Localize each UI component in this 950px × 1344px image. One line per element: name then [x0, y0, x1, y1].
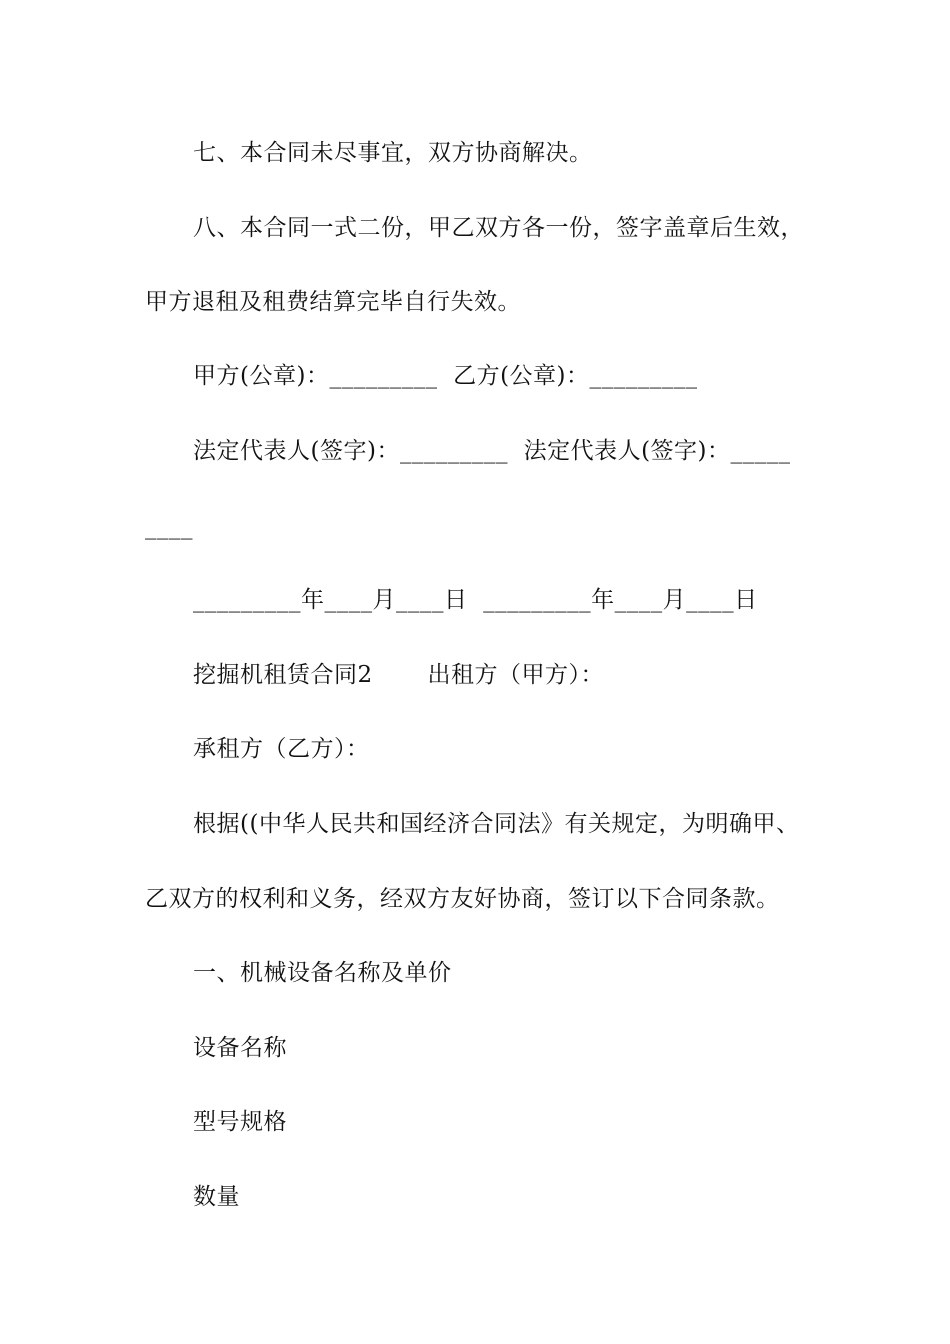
model-spec-label: 型号规格 — [193, 1109, 287, 1135]
clause-8-text: 八、本合同一式二份，甲乙双方各一份，签字盖章后生效， — [193, 215, 804, 241]
clause-7-text: 七、本合同未尽事宜，双方协商解决。 — [193, 140, 593, 166]
section-1-heading: 一、机械设备名称及单价 — [193, 960, 452, 986]
equipment-name-label: 设备名称 — [193, 1035, 287, 1061]
clause-8-continuation: 甲方退租及租费结算完毕自行失效。 — [145, 289, 521, 315]
preamble-text: 根据((中华人民共和国经济合同法》有关规定，为明确甲、 — [193, 811, 800, 837]
quantity-label: 数量 — [193, 1184, 240, 1210]
lessee-line: 承租方（乙方）： — [193, 736, 370, 762]
preamble-continuation: 乙双方的权利和义务，经双方友好协商，签订以下合同条款。 — [145, 886, 780, 912]
legal-representative-line: 法定代表人(签字)：_________ 法定代表人(签字)：_____ — [193, 438, 791, 464]
date-line: _________年____月____日 _________年____月____日 — [193, 587, 758, 613]
seal-signature-line: 甲方(公章)：_________ 乙方(公章)：_________ — [193, 363, 698, 389]
contract-2-title-lessor: 挖掘机租赁合同2 出租方（甲方）： — [193, 662, 604, 688]
legal-representative-continuation: ____ — [145, 514, 193, 540]
